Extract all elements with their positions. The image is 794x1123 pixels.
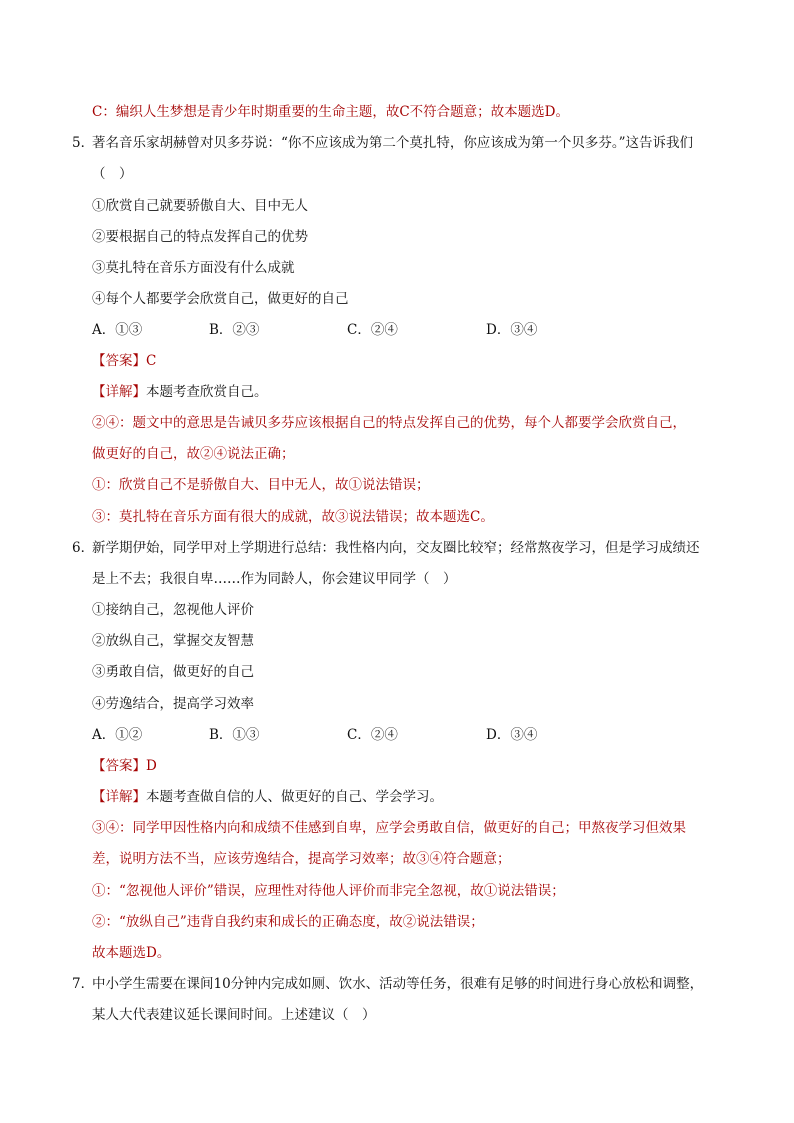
q6-item-2: ②放纵自己，掌握交友智慧 bbox=[92, 633, 254, 649]
q6-detail-text: 本题考查做自信的人、做更好的自己、学会学习。 bbox=[146, 789, 443, 805]
q5-item-3: ③莫扎特在音乐方面没有什么成就 bbox=[92, 260, 295, 276]
q5-stem-line1: 著名音乐家胡赫曾对贝多芬说：“你不应该成为第二个莫扎特，你应该成为第一个贝多芬。”这告诉我们 bbox=[92, 135, 694, 151]
q5-item-2: ②要根据自己的特点发挥自己的优势 bbox=[92, 229, 308, 245]
q5-answer-value: C bbox=[146, 353, 157, 369]
q6-option-c: C．②④ bbox=[347, 727, 398, 743]
q6-answer-value: D bbox=[146, 758, 157, 774]
q5-detail bbox=[92, 382, 268, 402]
q5-answer-label: 【答案】 bbox=[92, 353, 146, 369]
q6-option-d: D．③④ bbox=[486, 727, 538, 743]
q6-explain-5: 故本题选D。 bbox=[92, 945, 171, 961]
q5-answer bbox=[92, 351, 156, 371]
q5-number: 5． bbox=[72, 135, 95, 151]
q5-detail-text: 本题考查欣赏自己。 bbox=[146, 384, 268, 400]
q6-stem-line1: 新学期伊始，同学甲对上学期进行总结：我性格内向，交友圈比较窄；经常熬夜学习，但是学习成绩还 bbox=[92, 540, 700, 556]
q5-detail-label: 【详解】 bbox=[92, 384, 146, 400]
q6-detail bbox=[92, 787, 443, 807]
q6-answer-label: 【答案】 bbox=[92, 758, 146, 774]
q6-option-a: A．①② bbox=[92, 727, 143, 743]
q6-item-4: ④劳逸结合，提高学习效率 bbox=[92, 696, 254, 712]
q6-option-b: B．①③ bbox=[209, 727, 260, 743]
q6-explain-1: ③④：同学甲因性格内向和成绩不佳感到自卑，应学会勇敢自信，做更好的自己；甲熬夜学习但效果 bbox=[92, 820, 686, 836]
q7-stem-line2: 某人大代表建议延长课间时间。上述建议（ ） bbox=[92, 1007, 376, 1023]
q5-option-a: A．①③ bbox=[92, 322, 143, 338]
q5-explain-4: ③：莫扎特在音乐方面有很大的成就，故③说法错误；故本题选C。 bbox=[92, 509, 494, 525]
q6-explain-4: ②：“放纵自己”违背自我约束和成长的正确态度，故②说法错误； bbox=[92, 914, 484, 930]
q6-explain-2: 差，说明方法不当，应该劳逸结合，提高学习效率；故③④符合题意； bbox=[92, 851, 511, 867]
q6-item-3: ③勇敢自信，做更好的自己 bbox=[92, 664, 254, 680]
q4-explain-c: C：编织人生梦想是青少年时期重要的生命主题，故C不符合题意；故本题选D。 bbox=[92, 104, 569, 120]
q6-stem-line2: 是上不去；我很自卑……作为同龄人，你会建议甲同学（ ） bbox=[92, 571, 457, 587]
q6-detail-label: 【详解】 bbox=[92, 789, 146, 805]
q5-explain-3: ①：欣赏自己不是骄傲自大、目中无人，故①说法错误； bbox=[92, 477, 430, 493]
q5-stem-line2: （ ） bbox=[92, 166, 133, 182]
q5-option-d: D．③④ bbox=[486, 322, 538, 338]
q6-explain-3: ①：“忽视他人评价”错误，应理性对待他人评价而非完全忽视，故①说法错误； bbox=[92, 883, 565, 899]
q5-explain-1: ②④：题文中的意思是告诫贝多芬应该根据自己的特点发挥自己的优势，每个人都要学会欣赏自己， bbox=[92, 415, 686, 431]
q5-option-b: B．②③ bbox=[209, 322, 260, 338]
q7-stem-line1: 中小学生需要在课间10分钟内完成如厕、饮水、活动等任务，很难有足够的时间进行身心放松和调整， bbox=[92, 976, 704, 992]
q5-explain-2: 做更好的自己，故②④说法正确； bbox=[92, 446, 295, 462]
q5-option-c: C．②④ bbox=[347, 322, 398, 338]
q5-item-1: ①欣赏自己就要骄傲自大、目中无人 bbox=[92, 198, 308, 214]
q7-number: 7． bbox=[72, 976, 95, 992]
q6-item-1: ①接纳自己，忽视他人评价 bbox=[92, 602, 254, 618]
q6-answer bbox=[92, 756, 157, 776]
q5-item-4: ④每个人都要学会欣赏自己，做更好的自己 bbox=[92, 291, 349, 307]
q6-number: 6． bbox=[72, 540, 95, 556]
